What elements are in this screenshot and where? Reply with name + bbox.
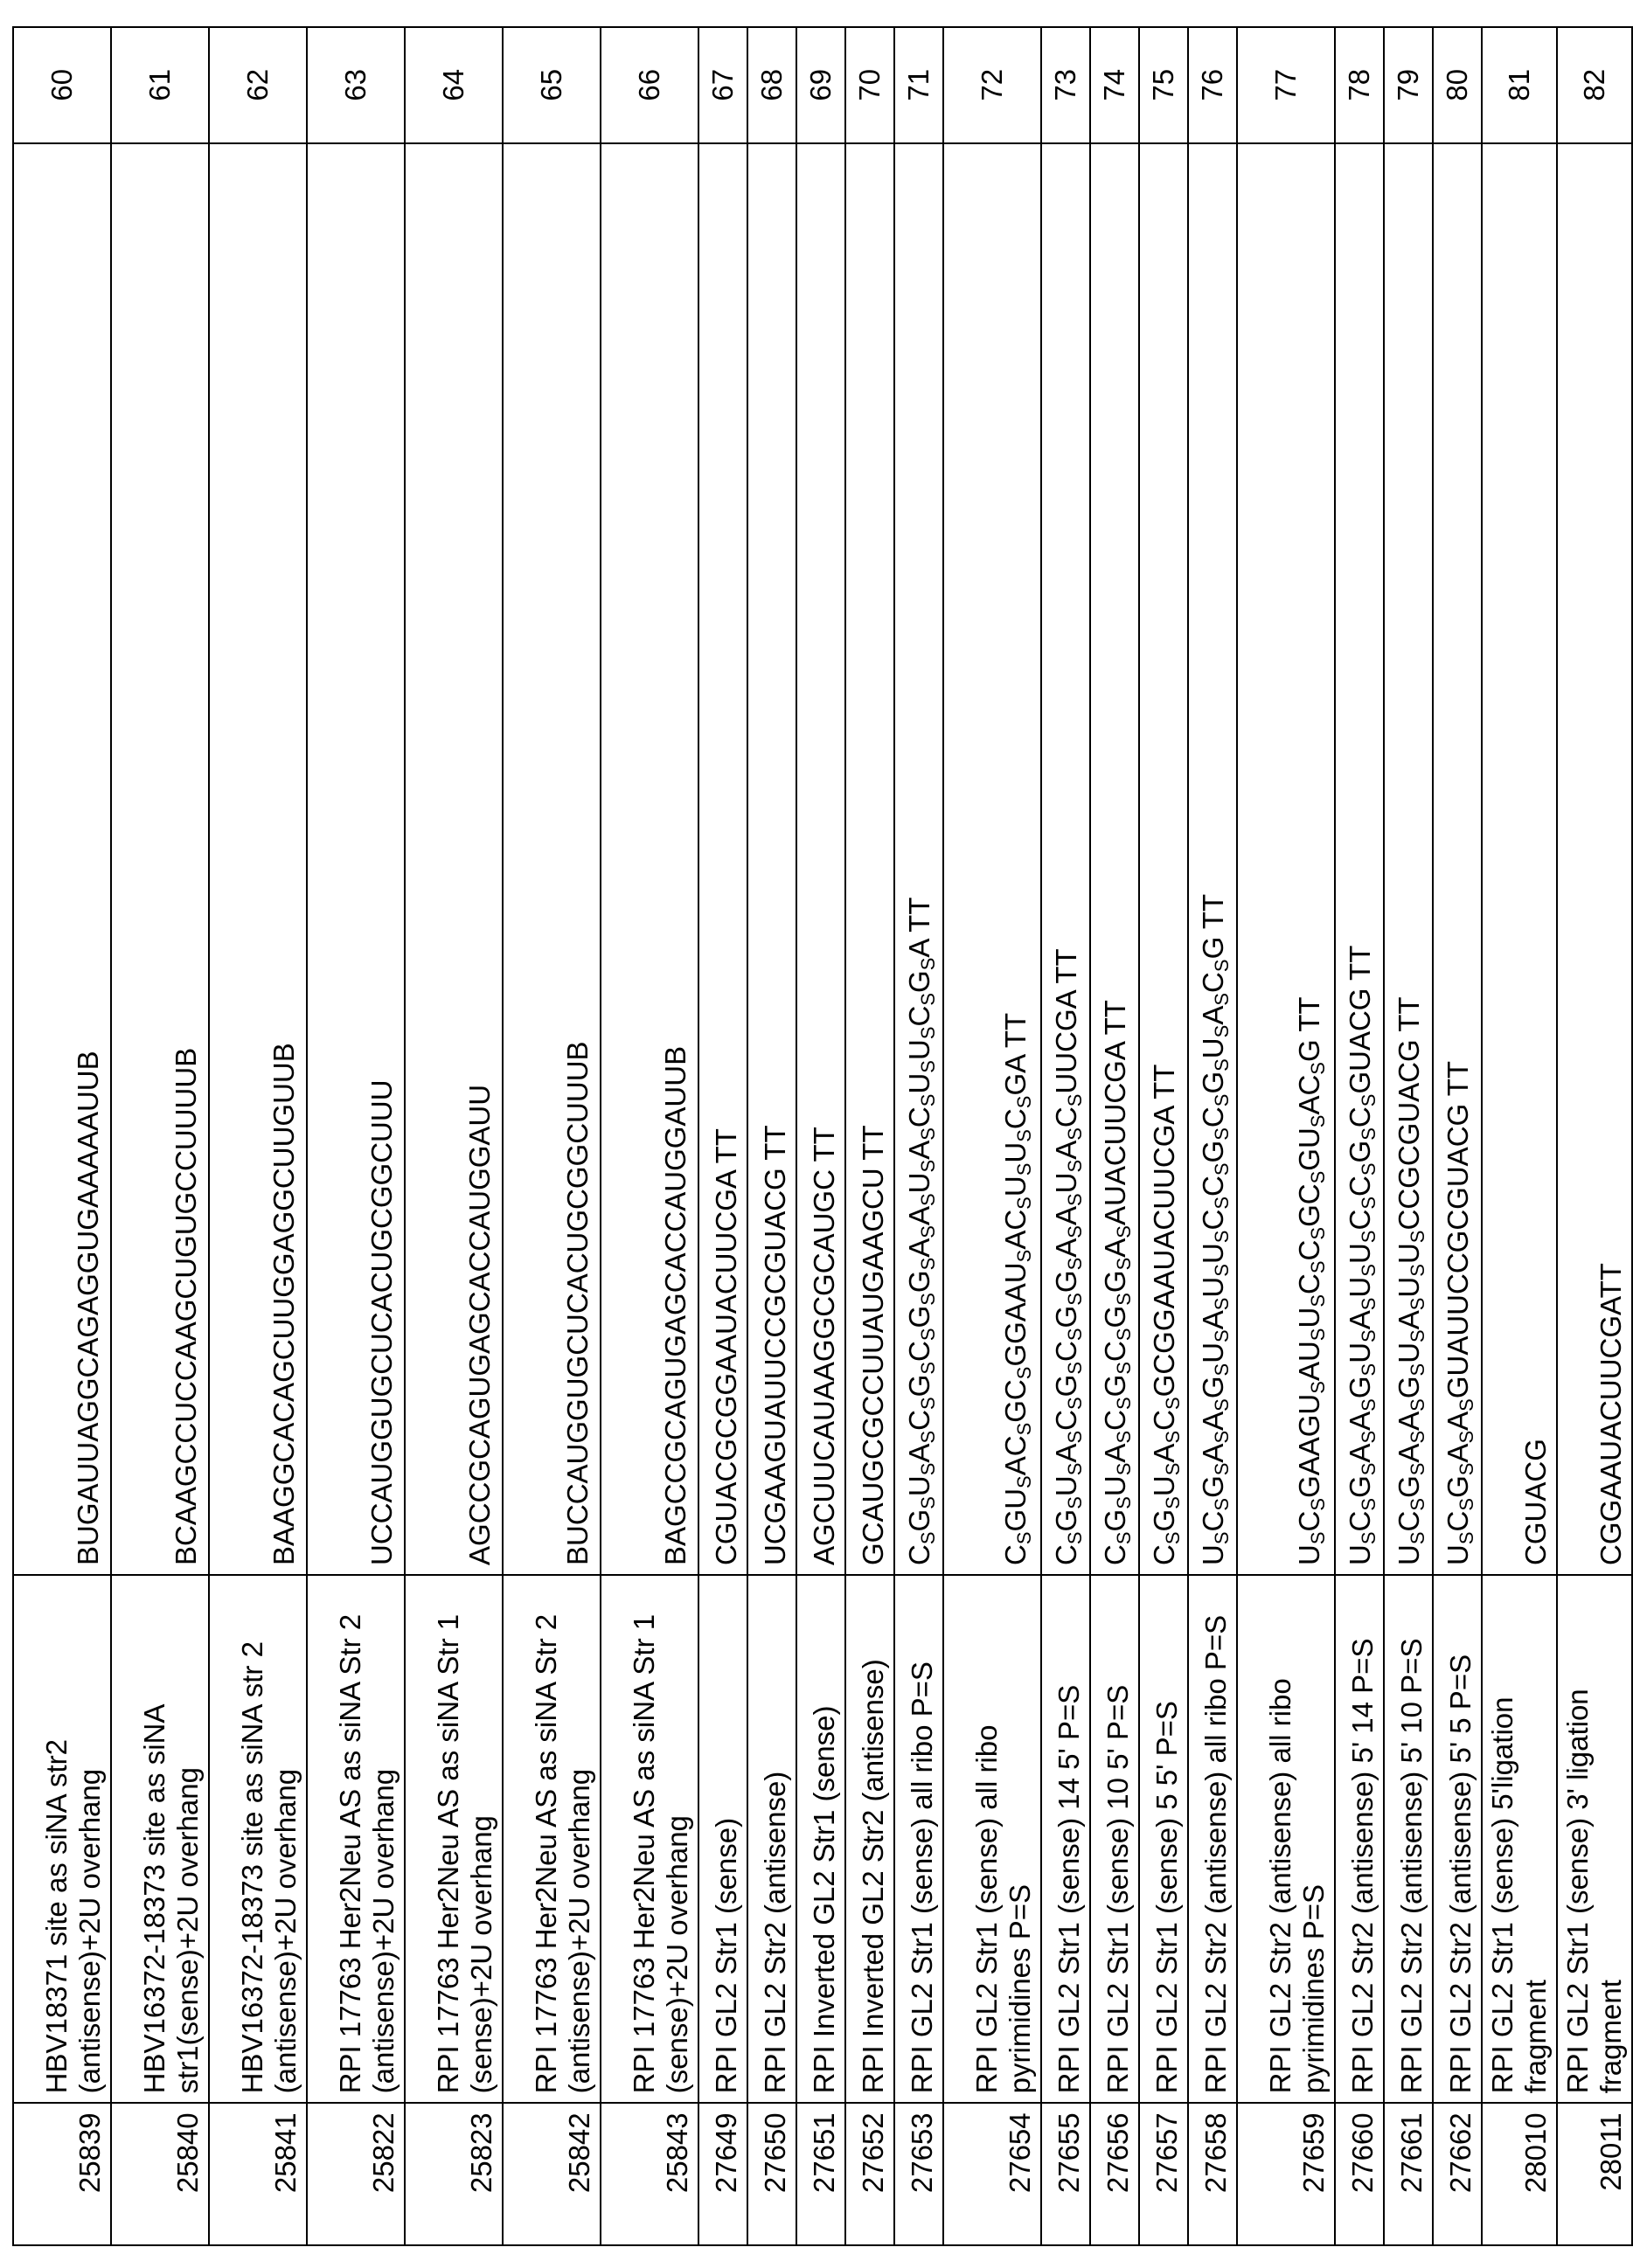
seq-id-number-cell: 75 [1139,27,1188,143]
compound-id-cell: 27660 [1335,2103,1384,2245]
description-cell: RPI Inverted GL2 Str2 (antisense) [845,1575,894,2103]
description-cell: RPI 17763 Her2Neu AS as siNA Str 1 (sense)+2U overhang [405,1575,503,2103]
compound-id-cell: 28010 [1482,2103,1557,2245]
seq-id-number-cell: 81 [1482,27,1557,143]
table-row [1557,27,1632,2245]
description-cell: RPI GL2 Str1 (sense) 5'ligation fragment [1482,1575,1557,2103]
seq-id-number-cell: 64 [405,27,503,143]
seq-id-number-cell: 72 [943,27,1041,143]
seq-id-number-cell: 74 [1090,27,1139,143]
sequence-cell: BUGAUUAGGCAGAGGUGAAAAAUUB [13,143,111,1575]
description-cell: RPI GL2 Str1 (sense) all ribo P=S [894,1575,943,2103]
sequence-cell: BCAAGCCUCCAAGCUGUGCCUUUUB [111,143,209,1575]
sequence-cell: $C_SG_SU_SA_SC_SG_SC_SG_SG_SA_SAUACUUCGA$ TT [1090,143,1139,1575]
compound-id-cell: 25840 [111,2103,209,2245]
table-row [894,27,943,2245]
compound-id-cell: 27654 [943,2103,1041,2245]
compound-id-cell: 27662 [1433,2103,1482,2245]
seq-id-number-cell: 82 [1557,27,1632,143]
description-cell: RPI GL2 Str1 (sense) 5 5' P=S [1139,1575,1188,2103]
table-row [796,27,845,2245]
description-cell: RPI GL2 Str1 (sense) 10 5' P=S [1090,1575,1139,2103]
compound-id-cell: 27655 [1041,2103,1090,2245]
compound-id-cell: 27652 [845,2103,894,2245]
table-row [1482,27,1557,2245]
description-cell: HBV16372-18373 site as siNA str 2 (antisense)+2U overhang [209,1575,307,2103]
sequence-cell: BAGCCGCAGUGAGCACCAUGGAUUB [601,143,698,1575]
table-row [845,27,894,2245]
description-cell: RPI Inverted GL2 Str1 (sense) [796,1575,845,2103]
table-row [1433,27,1482,2245]
sequence-cell: CGUACG [1482,143,1557,1575]
sequence-cell: UCCAUGGUGCUCACUGCGGCUUU [307,143,405,1575]
seq-id-number-cell: 61 [111,27,209,143]
description-cell: RPI GL2 Str1 (sense) [698,1575,747,2103]
sequence-cell: $C_SG_SU_SA_SC_SGCGGAAUACUUCGA$ TT [1139,143,1188,1575]
description-cell: RPI GL2 Str1 (sense) all ribo pyrimidines P=S [943,1575,1041,2103]
table-row [405,27,503,2245]
description-cell: RPI 17763 Her2Neu AS as siNA Str 2 (antisense)+2U overhang [307,1575,405,2103]
table-row [1237,27,1335,2245]
sequence-cell: $U_SC_SG_SA_SA_SG_SU_SA_SU_SU_SC_SC_SG_SC_SG_SU_SA_SC_SG$ TT [1188,143,1237,1575]
description-cell: RPI GL2 Str2 (antisense) 5' 14 P=S [1335,1575,1384,2103]
table-row [1335,27,1384,2245]
seq-id-number-cell: 73 [1041,27,1090,143]
seq-id-number-cell: 69 [796,27,845,143]
compound-id-cell: 27658 [1188,2103,1237,2245]
seq-id-number-cell: 60 [13,27,111,143]
sequence-cell: $U_SC_SG_SA_SA_SGUAUUCCGCGUACG$ TT [1433,143,1482,1575]
seq-id-number-cell: 77 [1237,27,1335,143]
sequence-cell: GCAUGCGCCUUAUGAAGCU TT [845,143,894,1575]
table-row [307,27,405,2245]
compound-id-cell: 27653 [894,2103,943,2245]
description-cell: RPI GL2 Str2 (antisense) 5' 5 P=S [1433,1575,1482,2103]
compound-id-cell: 27659 [1237,2103,1335,2245]
sequence-cell: AGCCGCAGUGAGCACCAUGGAUU [405,143,503,1575]
seq-id-number-cell: 80 [1433,27,1482,143]
table-row [698,27,747,2245]
compound-id-cell: 25842 [503,2103,601,2245]
compound-id-cell: 27650 [747,2103,796,2245]
table-row [209,27,307,2245]
description-cell: RPI GL2 Str1 (sense) 3' ligation fragment [1557,1575,1632,2103]
compound-id-cell: 25841 [209,2103,307,2245]
sequence-cell: BAAGGCACAGCUUGGAGGCUUGUUB [209,143,307,1575]
sequence-cell: BUCCAUGGUGCUCACUGCGGCUUUB [503,143,601,1575]
sequence-cell: $U_SC_SGAAGU_SAU_SU_SC_SC_SGC_SGU_SAC_SG$ TT [1237,143,1335,1575]
table-row [1139,27,1188,2245]
seq-id-number-cell: 62 [209,27,307,143]
seq-id-number-cell: 68 [747,27,796,143]
sequence-cell: AGCUUCAUAAGGCGCAUGC TT [796,143,845,1575]
description-cell: RPI GL2 Str2 (antisense) [747,1575,796,2103]
table-row [747,27,796,2245]
table-row [1384,27,1433,2245]
rotated-page [12,9,1627,2246]
sequence-cell: CGGAAUACUUCGATT [1557,143,1632,1575]
sequence-cell: $C_SGU_SAC_SGC_SGGAAU_SAC_SU_SU_SC_SGA$ TT [943,143,1041,1575]
sequence-cell: $C_SG_SU_SA_SC_SG_SC_SG_SG_SA_SA_SU_SA_SC_SU_SU_SC_SG_SA$ TT [894,143,943,1575]
seq-id-number-cell: 63 [307,27,405,143]
description-cell: RPI GL2 Str2 (antisense) all ribo pyrimidines P=S [1237,1575,1335,2103]
table-row [13,27,111,2245]
table-row [1041,27,1090,2245]
table-row [601,27,698,2245]
table-row [1090,27,1139,2245]
compound-id-cell: 27661 [1384,2103,1433,2245]
description-cell: RPI GL2 Str2 (antisense) all ribo P=S [1188,1575,1237,2103]
sequence-cell: $U_SC_SG_SA_SA_SG_SU_SA_SU_SU_SCCGCGUACG$ TT [1384,143,1433,1575]
table-row [943,27,1041,2245]
description-cell: HBV16372-18373 site as siNA str1(sense)+2U overhang [111,1575,209,2103]
seq-id-number-cell: 78 [1335,27,1384,143]
table-row [1188,27,1237,2245]
seq-id-number-cell: 70 [845,27,894,143]
seq-id-number-cell: 71 [894,27,943,143]
sequence-cell: CGUACGCGGAAUACUUCGA TT [698,143,747,1575]
description-cell: HBV18371 site as siNA str2 (antisense)+2U overhang [13,1575,111,2103]
compound-id-cell: 25822 [307,2103,405,2245]
compound-id-cell: 25843 [601,2103,698,2245]
sequence-cell: UCGAAGUAUUCCGCGUACG TT [747,143,796,1575]
compound-id-cell: 25839 [13,2103,111,2245]
description-cell: RPI 17763 Her2Neu AS as siNA Str 1 (sense)+2U overhang [601,1575,698,2103]
seq-id-number-cell: 76 [1188,27,1237,143]
description-cell: RPI 17763 Her2Neu AS as siNA Str 2 (antisense)+2U overhang [503,1575,601,2103]
compound-id-cell: 27651 [796,2103,845,2245]
compound-id-cell: 28011 [1557,2103,1632,2245]
compound-id-cell: 27649 [698,2103,747,2245]
table-row [503,27,601,2245]
compound-id-cell: 27656 [1090,2103,1139,2245]
compound-id-cell: 25823 [405,2103,503,2245]
seq-id-number-cell: 66 [601,27,698,143]
description-cell: RPI GL2 Str1 (sense) 14 5' P=S [1041,1575,1090,2103]
sequence-table [12,26,1633,2246]
table-row [111,27,209,2245]
seq-id-number-cell: 79 [1384,27,1433,143]
sequence-cell: $C_SG_SU_SA_SC_SG_SC_SG_SG_SA_SA_SU_SA_SC_SUUCGA$ TT [1041,143,1090,1575]
sequence-cell: $U_SC_SG_SA_SA_SG_SU_SA_SU_SU_SC_SC_SG_SC_SGUACG$ TT [1335,143,1384,1575]
seq-id-number-cell: 67 [698,27,747,143]
compound-id-cell: 27657 [1139,2103,1188,2245]
seq-id-number-cell: 65 [503,27,601,143]
description-cell: RPI GL2 Str2 (antisense) 5' 10 P=S [1384,1575,1433,2103]
